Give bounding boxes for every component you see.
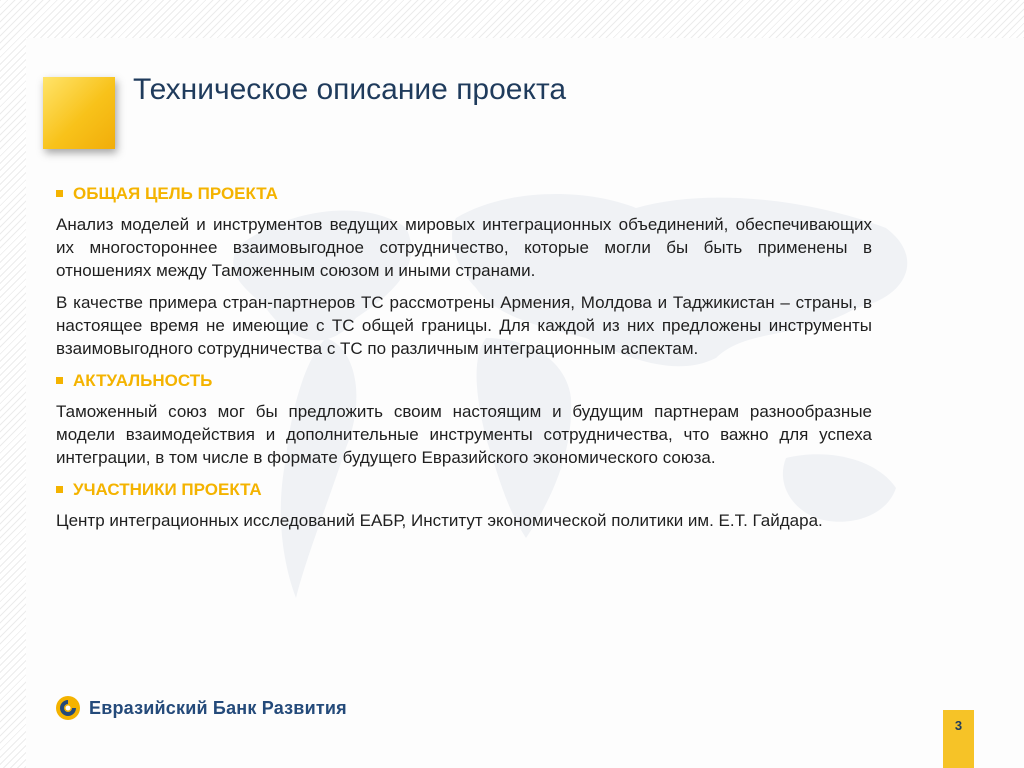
bank-logo <box>55 695 347 721</box>
slide-title: Техническое описание проекта <box>133 73 567 106</box>
section-heading-text: ОБЩАЯ ЦЕЛЬ ПРОЕКТА <box>73 184 278 203</box>
section-heading <box>56 369 872 392</box>
paragraph: Таможенный союз мог бы предложить своим настоящим и будущим партнерам разнообразные модели взаимодействия и дополнительные инструменты сотрудничества, что важно для успеха интеграции, в том числе в формате будущего Евразийского экономического союза. <box>56 402 872 467</box>
paragraph: Анализ моделей и инструментов ведущих мировых интеграционных объединений, обеспечивающих их многостороннее взаимовыгодное сотрудничество, которые могли бы быть применены в отношениях между Таможенным союзом и иными странами. <box>56 215 872 280</box>
bank-logo-icon <box>55 695 81 721</box>
slide-content <box>56 182 872 541</box>
bank-logo-text: Евразийский Банк Развития <box>89 697 347 718</box>
section-heading <box>56 478 872 501</box>
page-number: 3 <box>943 710 974 768</box>
bullet-icon <box>56 486 63 493</box>
paragraph: В качестве примера стран-партнеров ТС рассмотрены Армения, Молдова и Таджикистан – страны, в настоящее время не имеющие с ТС общей границы. Для каждой из них предложены инструменты взаимовыгодного сотрудничества с ТС по различным интеграционным аспектам. <box>56 293 872 358</box>
section-heading-text: АКТУАЛЬНОСТЬ <box>73 371 213 390</box>
bullet-icon <box>56 377 63 384</box>
section-heading <box>56 182 872 205</box>
title-accent-square <box>43 77 115 149</box>
paragraph: Центр интеграционных исследований ЕАБР, Институт экономической политики им. Е.Т. Гайдара. <box>56 511 823 530</box>
section-heading-text: УЧАСТНИКИ ПРОЕКТА <box>73 480 262 499</box>
bullet-icon <box>56 190 63 197</box>
